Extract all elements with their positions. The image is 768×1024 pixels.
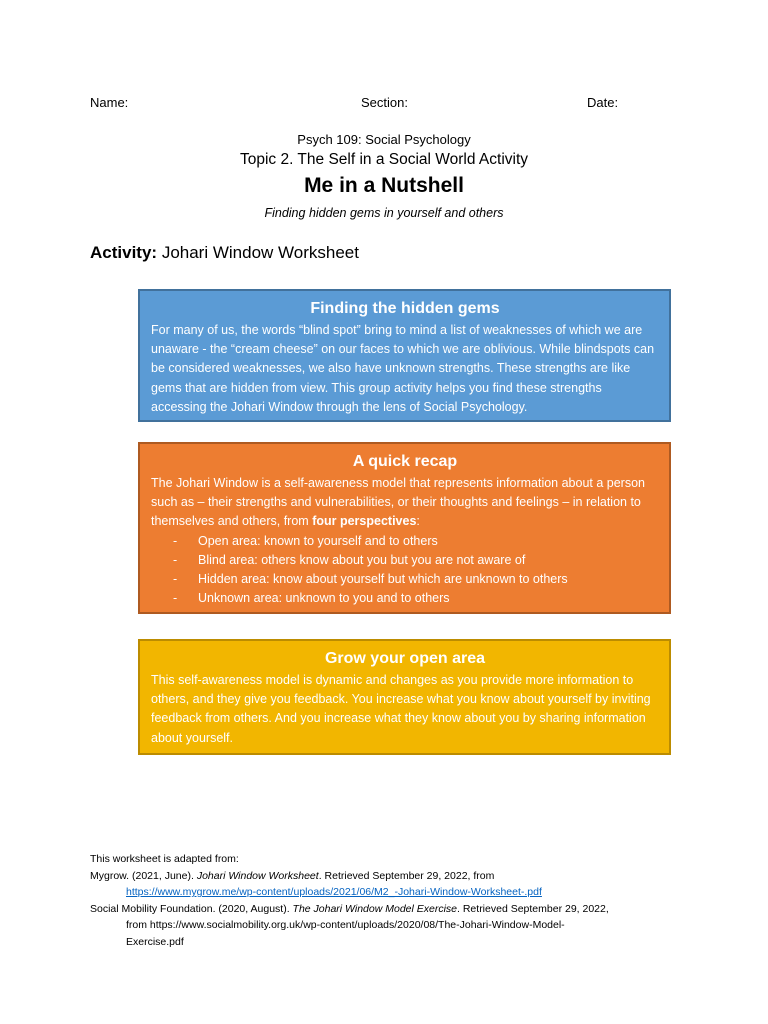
ref1-author: Mygrow. (2021, June).: [90, 869, 197, 882]
topic-heading: Topic 2. The Self in a Social World Activity: [239, 151, 529, 168]
reference-mygrow: [90, 868, 690, 885]
activity-label: Activity:: [90, 243, 158, 262]
list-item: - Blind area: others know about you but you are not aware of: [173, 551, 659, 570]
list-item: - Unknown area: unknown to you and to others: [173, 589, 659, 608]
activity-text: Johari Window Worksheet: [161, 243, 359, 262]
quick-recap-title: A quick recap: [352, 453, 458, 470]
references: [90, 851, 690, 951]
ref2-title: The Johari Window Model Exercise: [292, 902, 458, 915]
recap-body-text: The Johari Window is a self-awareness model that represents information about a person such as – their strengths and vulnerabilities, or their thoughts and feelings – in relation to themselves and others, from: [151, 476, 646, 529]
grow-open-area-box: [138, 639, 671, 755]
ref1-title: Johari Window Worksheet: [196, 869, 319, 882]
grow-open-area-title: Grow your open area: [324, 650, 486, 667]
ref2-retrieved: . Retrieved September 29, 2022,: [457, 902, 609, 915]
name-label: Name:: [90, 95, 129, 110]
date-label: Date:: [587, 95, 619, 110]
ref1-link-line: [90, 884, 690, 901]
references-intro: This worksheet is adapted from:: [90, 853, 239, 865]
ref2-author: Social Mobility Foundation. (2020, August).: [90, 902, 293, 915]
reference-social-mobility: [90, 901, 690, 918]
list-item: - Open area: known to yourself and to others: [173, 532, 659, 551]
course-name: Psych 109: Social Psychology: [297, 132, 471, 147]
ref1-retrieved: . Retrieved September 29, 2022, from: [318, 869, 495, 882]
page-subtitle: Finding hidden gems in yourself and others: [264, 206, 504, 220]
recap-body-bold: four perspectives: [312, 514, 417, 529]
quick-recap-box: [138, 442, 671, 614]
activity-heading: [90, 243, 359, 263]
perspectives-list: [151, 532, 659, 609]
mygrow-link[interactable]: https://www.mygrow.me/wp-content/uploads/2021/06/M2_-Johari-Window-Worksheet-.pdf: [126, 886, 542, 899]
section-label: Section:: [361, 95, 408, 110]
hidden-gems-box: [138, 289, 671, 422]
grow-open-area-body: This self-awareness model is dynamic and changes as you provide more information to others, and they give you feedback. You increase what you know about yourself by inviting feedback from others. And you increase what they know about you by sharing information about yourself.: [151, 673, 651, 745]
recap-body-end: :: [416, 514, 420, 529]
hidden-gems-title: Finding the hidden gems: [310, 300, 500, 317]
quick-recap-body: [151, 474, 659, 532]
page-title: Me in a Nutshell: [304, 174, 464, 197]
list-item: - Hidden area: know about yourself but which are unknown to others: [173, 570, 659, 589]
hidden-gems-body: For many of us, the words “blind spot” bring to mind a list of weaknesses of which we are unaware - the “cream cheese” on our faces to which we are oblivious. While blindspots can be considered weaknesses, we also have unknown strengths. These strengths are like gems that are hidden from view. This group activity helps you find these strengths accessing the Johari Window through the lens of Social Psychology.: [151, 323, 655, 414]
ref2-url-end: Exercise.pdf: [126, 935, 184, 948]
ref2-url-line: from https://www.socialmobility.org.uk/wp-content/uploads/2020/08/The-Johari-Window-Model-: [126, 919, 565, 932]
